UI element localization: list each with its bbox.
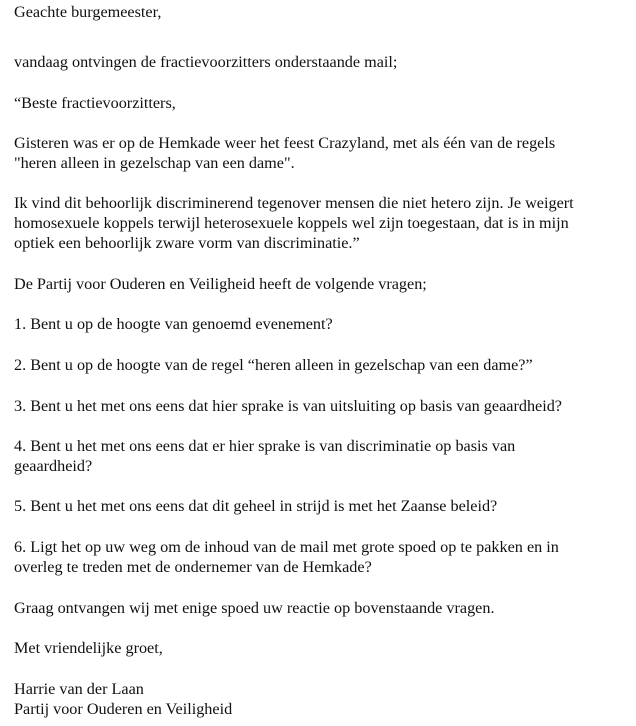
question-line: 3. Bent u het met ons eens dat hier sprake is van uitsluiting op basis van geaardheid? [14,397,562,415]
quote-paragraph-1-line: Gisteren was er op de Hemkade weer het feest Crazyland, met als één van de regels [14,134,556,152]
signature [14,679,632,719]
question-item [14,396,632,416]
quote-paragraph-2-line: optiek een behoorlijk zware vorm van discriminatie.” [14,234,360,252]
question-line: 6. Ligt het op uw weg om de inhoud van de mail met grote spoed op te pakken en in [14,538,559,556]
question-item [14,436,632,476]
question-item [14,537,632,577]
question-line: geaardheid? [14,457,93,475]
quote-paragraph-2 [14,193,632,253]
signature-party: Partij voor Ouderen en Veiligheid [14,700,233,718]
party-intro: De Partij voor Ouderen en Veiligheid heeft de volgende vragen; [14,275,427,293]
quote-paragraph-2-line: Ik vind dit behoorlijk discriminerend tegenover mensen die niet hetero zijn. Je weigert [14,194,574,212]
salutation: Geachte burgemeester, [14,3,162,21]
question-line: 4. Bent u het met ons eens dat er hier sprake is van discriminatie op basis van [14,437,516,455]
question-item [14,355,632,375]
signature-name: Harrie van der Laan [14,680,144,698]
question-item [14,496,632,516]
intro-line: vandaag ontvingen de fractievoorzitters onderstaande mail; [14,53,398,71]
quote-greeting: “Beste fractievoorzitters, [14,94,176,112]
question-item [14,314,632,334]
question-line: 5. Bent u het met ons eens dat dit geheel in strijd is met het Zaanse beleid? [14,497,498,515]
question-line: 2. Bent u op de hoogte van de regel “heren alleen in gezelschap van een dame?” [14,356,533,374]
quote-paragraph-2-line: homosexuele koppels terwijl heterosexuele koppels wel zijn toegestaan, dat is in mijn [14,214,569,232]
closing: Met vriendelijke groet, [14,639,163,657]
quote-paragraph-1 [14,133,632,173]
question-line: overleg te treden met de ondernemer van de Hemkade? [14,558,372,576]
quote-paragraph-1-line: "heren alleen in gezelschap van een dame". [14,154,295,172]
question-line: 1. Bent u op de hoogte van genoemd evenement? [14,315,333,333]
request-line: Graag ontvangen wij met enige spoed uw reactie op bovenstaande vragen. [14,599,495,617]
